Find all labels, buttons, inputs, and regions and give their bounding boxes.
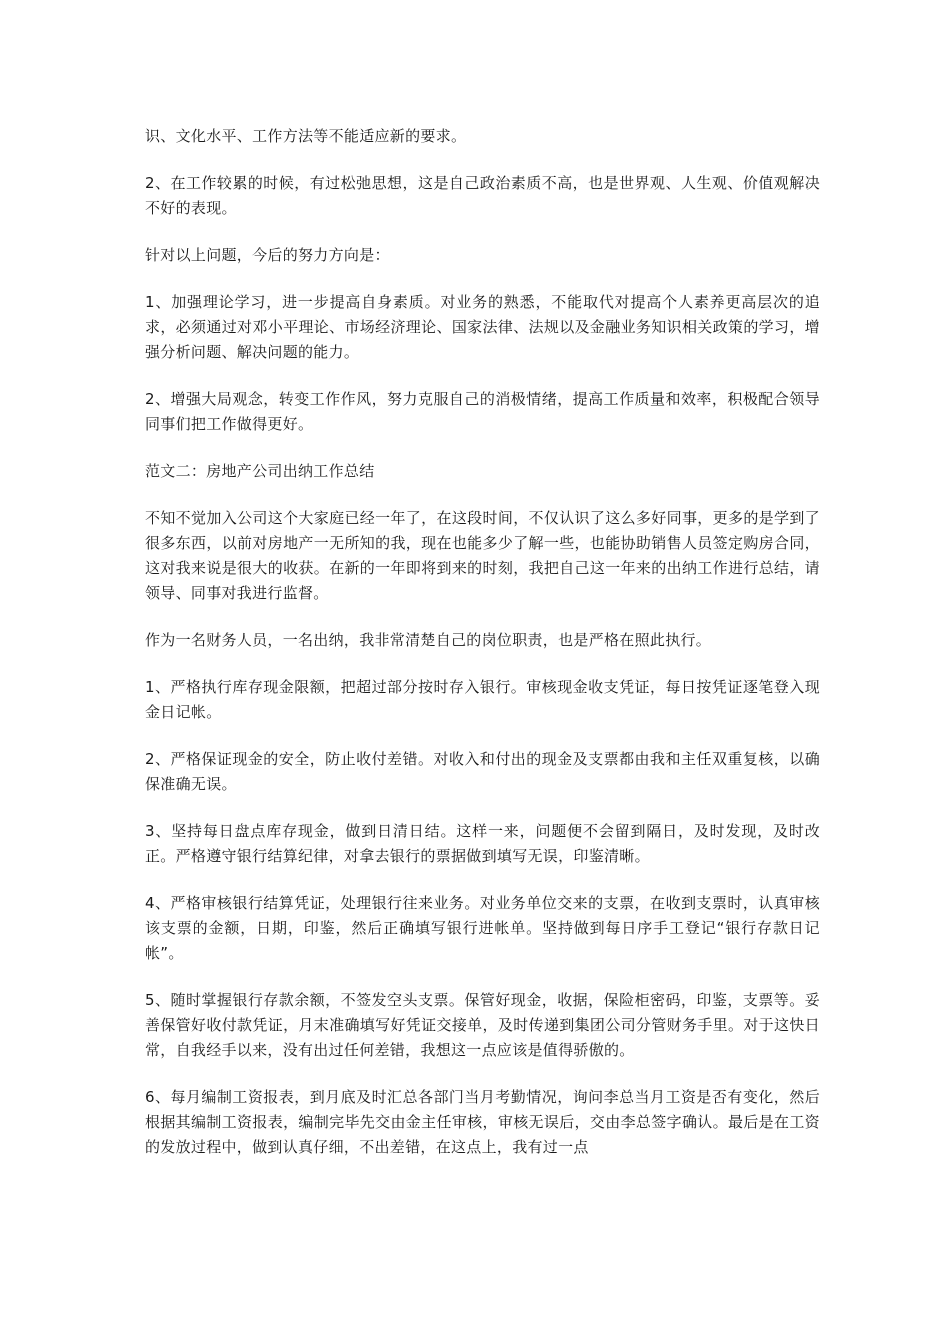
paragraph: 4、严格审核银行结算凭证，处理银行往来业务。对业务单位交来的支票，在收到支票时，认真审核该支票的金额，日期，印鉴，然后正确填写银行进帐单。坚持做到每日序手工登记“银行存款日记帐”。 (145, 894, 820, 962)
section-heading: 范文二：房地产公司出纳工作总结 (145, 462, 375, 480)
paragraph: 5、随时掌握银行存款余额，不签发空头支票。保管好现金，收据，保险柜密码，印鉴，支票等。妥善保管好收付款凭证，月末准确填写好凭证交接单，及时传递到集团公司分管财务手里。对于这快日常，自我经手以来，没有出过任何差错，我想这一点应该是值得骄傲的。 (145, 991, 820, 1059)
paragraph: 2、在工作较累的时候，有过松弛思想，这是自己政治素质不高，也是世界观、人生观、价值观解决不好的表现。 (145, 174, 820, 217)
paragraph: 3、坚持每日盘点库存现金，做到日清日结。这样一来，问题便不会留到隔日，及时发现，及时改正。严格遵守银行结算纪律，对拿去银行的票据做到填写无误，印鉴清晰。 (145, 822, 820, 865)
document-body (145, 124, 820, 1182)
paragraph: 作为一名财务人员，一名出纳，我非常清楚自己的岗位职责，也是严格在照此执行。 (145, 631, 712, 649)
paragraph: 不知不觉加入公司这个大家庭已经一年了，在这段时间，不仅认识了这么多好同事，更多的是学到了很多东西，以前对房地产一无所知的我，现在也能多少了解一些，也能协助销售人员签定购房合同，这对我来说是很大的收获。在新的一年即将到来的时刻，我把自己这一年来的出纳工作进行总结，请领导、同事对我进行监督。 (145, 509, 820, 602)
paragraph: 1、加强理论学习，进一步提高自身素质。对业务的熟悉，不能取代对提高个人素养更高层次的追求，必须通过对邓小平理论、市场经济理论、国家法律、法规以及金融业务知识相关政策的学习，增强分析问题、解决问题的能力。 (145, 293, 820, 361)
paragraph: 2、严格保证现金的安全，防止收付差错。对收入和付出的现金及支票都由我和主任双重复核，以确保准确无误。 (145, 750, 820, 793)
paragraph: 1、严格执行库存现金限额，把超过部分按时存入银行。审核现金收支凭证，每日按凭证逐笔登入现金日记帐。 (145, 678, 820, 721)
paragraph: 6、每月编制工资报表，到月底及时汇总各部门当月考勤情况，询问李总当月工资是否有变化，然后根据其编制工资报表，编制完毕先交由金主任审核，审核无误后，交由李总签字确认。最后是在工资的发放过程中，做到认真仔细，不出差错，在这点上，我有过一点 (145, 1088, 820, 1156)
paragraph: 2、增强大局观念，转变工作作风，努力克服自己的消极情绪，提高工作质量和效率，积极配合领导同事们把工作做得更好。 (145, 390, 820, 433)
paragraph: 针对以上问题，今后的努力方向是： (145, 246, 390, 264)
paragraph: 识、文化水平、工作方法等不能适应新的要求。 (145, 127, 467, 145)
